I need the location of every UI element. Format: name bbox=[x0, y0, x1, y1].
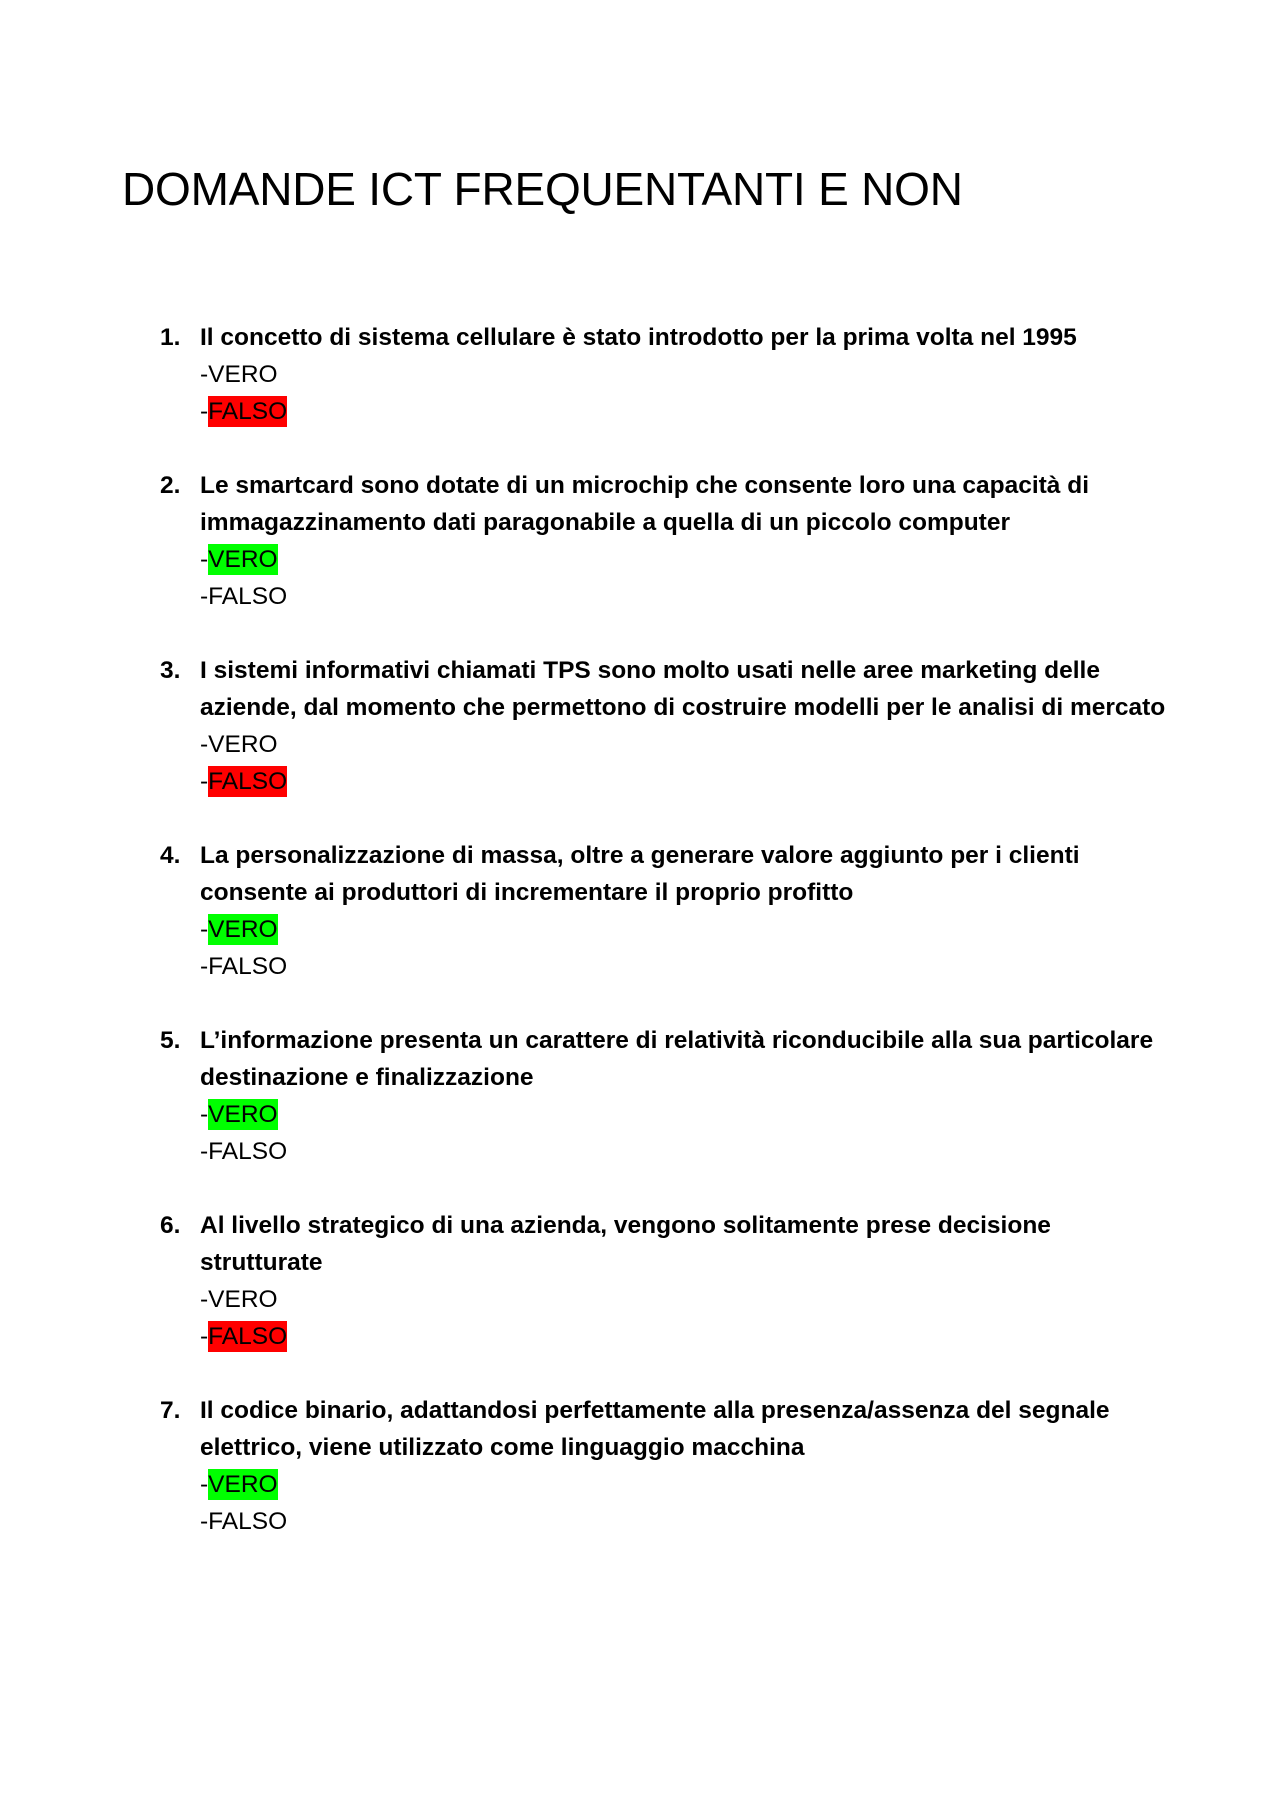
question-number: 7. bbox=[160, 1397, 181, 1424]
option-prefix: - bbox=[200, 583, 209, 610]
question-item bbox=[0, 467, 1170, 615]
option-prefix: - bbox=[200, 768, 209, 795]
question-text: I sistemi informativi chiamati TPS sono molto usati nelle aree marketing delle aziende, dal momento che permettono di costruire modelli per le analisi di mercato bbox=[200, 657, 1166, 721]
option-prefix: - bbox=[200, 1508, 209, 1535]
option-prefix: - bbox=[200, 916, 209, 943]
question-number: 3. bbox=[160, 657, 181, 684]
option-label-highlighted-correct: VERO bbox=[208, 546, 278, 573]
option-label-highlighted-correct: VERO bbox=[208, 1471, 278, 1498]
option-prefix: - bbox=[200, 398, 209, 425]
option-label: VERO bbox=[208, 1286, 278, 1313]
option-prefix: - bbox=[200, 953, 209, 980]
option-label-highlighted-wrong: FALSO bbox=[208, 1323, 288, 1350]
question-text: L’informazione presenta un carattere di relatività riconducibile alla sua particolare destinazione e finalizzazione bbox=[200, 1027, 1154, 1091]
question-number: 4. bbox=[160, 842, 181, 869]
question-text: Il concetto di sistema cellulare è stato introdotto per la prima volta nel 1995 bbox=[200, 324, 1077, 351]
question-number: 1. bbox=[160, 324, 181, 351]
question-item bbox=[0, 1022, 1170, 1170]
question-item bbox=[0, 652, 1170, 800]
option-label: VERO bbox=[208, 361, 278, 388]
option-prefix: - bbox=[200, 731, 209, 758]
option-falso bbox=[200, 578, 1170, 615]
question-item bbox=[0, 837, 1170, 985]
option-vero bbox=[200, 1281, 1170, 1318]
option-prefix: - bbox=[200, 1286, 209, 1313]
question-list bbox=[0, 319, 1280, 1577]
question-text: Al livello strategico di una azienda, vengono solitamente prese decisione strutturate bbox=[200, 1212, 1051, 1276]
option-vero bbox=[200, 356, 1170, 393]
question-text: Il codice binario, adattandosi perfettamente alla presenza/assenza del segnale elettrico, viene utilizzato come linguaggio macchina bbox=[200, 1397, 1110, 1461]
option-prefix: - bbox=[200, 1101, 209, 1128]
option-label: FALSO bbox=[208, 1508, 288, 1535]
option-label: FALSO bbox=[208, 1138, 288, 1165]
option-prefix: - bbox=[200, 546, 209, 573]
question-number: 5. bbox=[160, 1027, 181, 1054]
question-text: Le smartcard sono dotate di un microchip che consente loro una capacità di immagazzinamento dati paragonabile a quella di un piccolo computer bbox=[200, 472, 1089, 536]
option-vero bbox=[200, 911, 1170, 948]
option-vero bbox=[200, 1466, 1170, 1503]
question-item bbox=[0, 319, 1170, 430]
option-prefix: - bbox=[200, 1323, 209, 1350]
option-label: FALSO bbox=[208, 953, 288, 980]
option-label: VERO bbox=[208, 731, 278, 758]
option-label: FALSO bbox=[208, 583, 288, 610]
option-prefix: - bbox=[200, 361, 209, 388]
option-label-highlighted-correct: VERO bbox=[208, 916, 278, 943]
option-vero bbox=[200, 541, 1170, 578]
option-label-highlighted-wrong: FALSO bbox=[208, 768, 288, 795]
option-prefix: - bbox=[200, 1138, 209, 1165]
question-item bbox=[0, 1207, 1170, 1355]
option-falso bbox=[200, 1503, 1170, 1540]
option-falso bbox=[200, 763, 1170, 800]
option-vero bbox=[200, 726, 1170, 763]
question-number: 2. bbox=[160, 472, 181, 499]
page-title: DOMANDE ICT FREQUENTANTI E NON bbox=[122, 163, 963, 215]
option-label-highlighted-wrong: FALSO bbox=[208, 398, 288, 425]
option-falso bbox=[200, 1318, 1170, 1355]
question-number: 6. bbox=[160, 1212, 181, 1239]
option-prefix: - bbox=[200, 1471, 209, 1498]
option-label-highlighted-correct: VERO bbox=[208, 1101, 278, 1128]
option-falso bbox=[200, 948, 1170, 985]
question-item bbox=[0, 1392, 1170, 1540]
option-falso bbox=[200, 393, 1170, 430]
option-vero bbox=[200, 1096, 1170, 1133]
question-text: La personalizzazione di massa, oltre a generare valore aggiunto per i clienti consente ai produttori di incrementare il proprio profitto bbox=[200, 842, 1080, 906]
option-falso bbox=[200, 1133, 1170, 1170]
